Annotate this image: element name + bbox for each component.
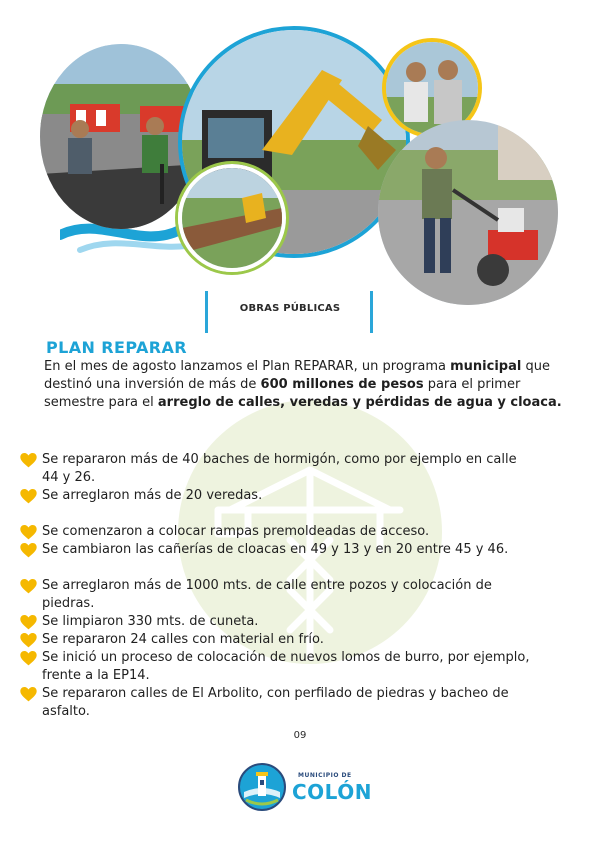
heart-icon: [20, 489, 37, 504]
intro-text-bold: municipal: [450, 359, 522, 374]
list-item-text: Se cambiaron las cañerías de cloacas en 49 y 13 y en 20 entre 45 y 46.: [42, 542, 509, 557]
logo-title: COLÓN: [292, 780, 372, 804]
municipio-logo-icon: [236, 762, 288, 812]
list-item-text: Se inició un proceso de colocación de nuevos lomos de burro, por ejemplo, frente a la EP14.: [42, 650, 530, 683]
intro-paragraph: [44, 358, 564, 412]
section-divider-left: [205, 291, 208, 333]
list-item-text: Se comenzaron a colocar rampas premoldeadas de acceso.: [42, 524, 430, 539]
intro-text: que destinó una inversión de más de: [44, 359, 550, 392]
intro-text-bold: 600 millones de pesos: [260, 377, 424, 392]
page-title: PLAN REPARAR: [46, 338, 187, 357]
heart-icon: [20, 687, 37, 702]
photo-concrete-saw: [378, 120, 558, 305]
list-item-text: Se repararon calles de El Arbolito, con perfilado de piedras y bacheo de asfalto.: [42, 686, 509, 719]
heart-icon: [20, 453, 37, 468]
list-item-text: Se arreglaron más de 20 veredas.: [42, 488, 263, 503]
heart-icon: [20, 615, 37, 630]
intro-text: En el mes de agosto lanzamos el Plan REPARAR, un programa: [44, 359, 451, 374]
heart-icon: [20, 525, 37, 540]
heart-icon: [20, 543, 37, 558]
photo-collage: [0, 0, 600, 300]
heart-icon: [20, 651, 37, 666]
section-divider-right: [370, 291, 373, 333]
heart-icon: [20, 579, 37, 594]
list-item-text: Se limpiaron 330 mts. de cuneta.: [42, 614, 259, 629]
heart-icon: [20, 633, 37, 648]
logo-subtitle: MUNICIPIO DE: [298, 772, 352, 779]
list-item-text: Se arreglaron más de 1000 mts. de calle entre pozos y colocación de piedras.: [42, 578, 492, 611]
page-number: 09: [293, 730, 307, 741]
list-item-text: Se repararon 24 calles con material en frío.: [42, 632, 324, 647]
section-label: OBRAS PÚBLICAS: [239, 303, 341, 314]
intro-text: para el primer semestre para el: [44, 377, 521, 410]
photo-trench: [178, 164, 286, 272]
list-item-text: Se repararon más de 40 baches de hormigón, como por ejemplo en calle 44 y 26.: [42, 452, 517, 485]
intro-text-bold: arreglo de calles, veredas y pérdidas de agua y cloaca.: [157, 395, 562, 410]
